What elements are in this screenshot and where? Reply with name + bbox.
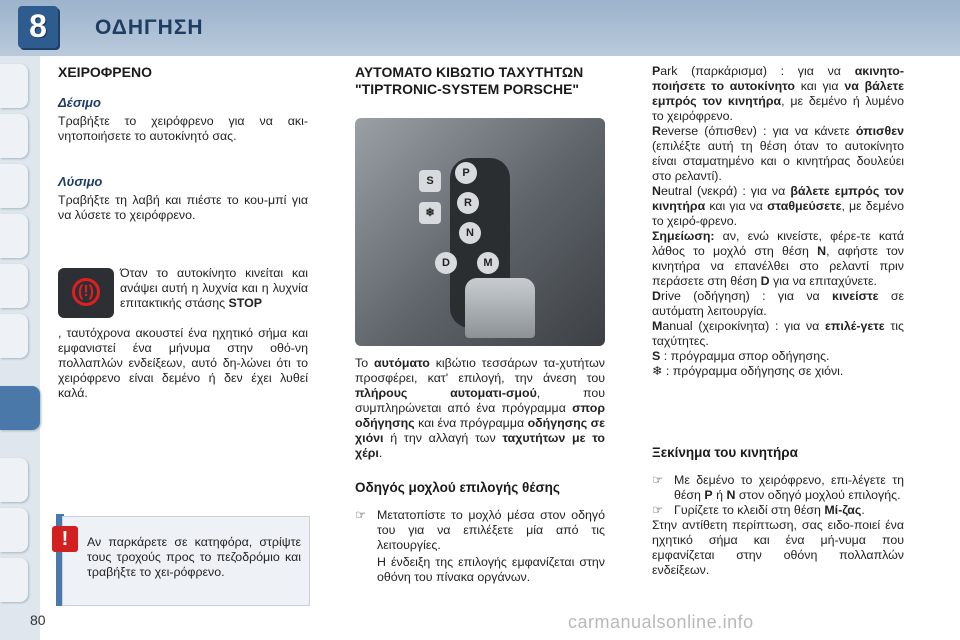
release-text: Τραβήξτε τη λαβή και πιέστε το κου-μπί για να λύσετε το χειρόφρενο. [58,193,308,222]
gear-label-d: D [435,252,457,274]
reverse-description [652,124,904,184]
lamp-text-continuation: , ταυτόχρονα ακουστεί ένα ηχητικό σήμα και εμφανιστεί ένα μήνυμα στην οθό-νη πολλαπλών ενδείξεων, αυτό δη-λώνει ότι το χειρόφρενο είναι δεμένο ή δεν έχει λυθεί καλά. [58,326,308,400]
neutral-note [652,229,904,289]
snowflake-icon: ❄ [652,364,663,378]
gearbox-heading-block [355,64,605,98]
watermark: carmanualsonline.info [568,612,754,632]
t: αυτόματο [373,356,430,370]
t: βάλετε εμπρός τον κινητήρα [652,184,904,213]
t: στον οδηγό μοχλού επιλογής. [738,488,901,502]
t: Το [355,356,369,370]
guide-title: Οδηγός μοχλού επιλογής θέσης [355,480,560,495]
release-title: Λύσιμο [58,174,103,189]
engine-start-note: Στην αντίθετη περίπτωση, σας ειδο-ποιεί ένα ηχητικό σήμα και ένα μή-νυμα που εμφανίζεται στην οθόνη πολλαπλών ενδείξεων. [652,518,904,577]
t: Γυρίζετε το κλειδί στη θέση [674,503,821,517]
lamp-text-part: Όταν το αυτοκίνητο κινείται και ανάψει αυτή η λυχνία και η λυχνία επιτακτικής στάσης [120,266,308,310]
t: ή [716,488,724,502]
chapter-tab[interactable] [0,314,28,358]
lamp-text-block [120,266,308,311]
t: να βάλετε εμπρός τον κινητήρα [652,79,904,108]
gear-label-m: M [477,252,499,274]
t: S [652,349,661,363]
t: N [817,244,827,258]
t: σπορ οδήγησης [355,401,605,430]
t: N [652,184,661,198]
t: , με δεμένο ή λυμένο το χειρόφρενο. [652,94,904,123]
brake-warning-icon: (!) [72,278,100,306]
engine-start-step [652,503,904,518]
park-description [652,64,904,124]
chapter-badge [18,6,58,48]
t: και ένα πρόγραμμα [418,416,525,430]
snow-description [652,364,904,379]
engine-start-section [652,444,904,578]
stop-label: STOP [228,296,263,310]
t: όπισθεν [855,124,905,138]
t: R [652,124,661,138]
t: M [652,319,663,333]
handbrake-section [58,64,308,223]
page-header [0,0,960,56]
snow-mode-button: ❄ [419,202,441,224]
t: αν, ενώ κινείστε, φέρε-τε κατά λάθος το μοχλό στη θέση [652,229,904,258]
t: everse (όπισθεν) : για να κάνετε [660,124,850,138]
chapter-tab[interactable] [0,458,28,502]
t: οδήγησης σε χιόνι [355,416,605,445]
t: κιβώτιο τεσσάρων τα-χυτήτων προσφέρει, κατ' επιλογή, την άνεση του [355,356,605,385]
t: σε αυτόματη λειτουργία. [652,289,904,318]
warning-text: Αν παρκάρετε σε κατηφόρα, στρίψτε τους τροχούς προς το πεζοδρόμιο και τραβήξτε το χει-ρόφρενο. [87,535,301,579]
t: , αφήστε τον κινητήρα να επανέλθει στο ρελαντί πριν περάσετε στη θέση [652,244,904,288]
t: P [704,488,713,502]
engine-start-list [652,473,904,518]
lamp-text [120,266,308,311]
gearbox-intro-text [355,356,605,461]
chapter-tab[interactable] [0,508,28,552]
guide-list [355,508,605,553]
guide-note: Η ένδειξη της επιλογής εμφανίζεται στην οθόνη του πίνακα οργάνων. [377,555,605,584]
t: eutral (νεκρά) : για να [660,184,786,198]
t: . [378,446,383,460]
engine-start-step [652,473,904,503]
sport-description [652,349,904,364]
handbrake-warning-lamp [58,268,114,318]
apply-text: Τραβήξτε το χειρόφρενο για να ακι-νητοποιήσετε το αυτοκίνητό σας. [58,114,308,143]
chapter-tab-active[interactable] [0,386,40,430]
t: anual (χειροκίνητα) : για να [662,319,820,333]
t: Μί-ζας [824,503,862,517]
guide-item: ☞ Μετατοπίστε το μοχλό μέσα στον οδηγό του για να επιλέξετε μία από τις λειτουργίες. [355,508,605,553]
t: για να επιταχύνετε. [773,274,877,288]
warning-icon: ! [52,526,78,552]
engine-start-title: Ξεκίνημα του κινητήρα [652,445,798,460]
t: τις ταχύτητες. [652,319,904,348]
gearbox-heading: ΑΥΤΟΜΑΤΟ ΚΙΒΩΤΙΟ ΤΑΧΥΤΗΤΩΝ "TIPTRONIC-SYSTEM PORSCHE" [355,64,584,97]
drive-description [652,289,904,319]
gear-selector-photo [355,118,605,346]
t: Σημείωση: [652,229,715,243]
t: ή την αλλαγή των [390,431,496,445]
t: , με δεμένο το χειρό-φρενο. [652,199,904,228]
chapter-tab[interactable] [0,64,28,108]
gear-positions [652,64,904,379]
t: σταθμεύσετε [767,199,842,213]
chapter-tab[interactable] [0,114,28,158]
t: ark (παρκάρισμα) : για να [660,64,841,78]
page-title: ΟΔΗΓΗΣΗ [95,16,204,39]
gearbox-intro [355,356,605,585]
warning-box [62,516,310,606]
sport-mode-button: S [419,170,441,192]
chapter-number: 8 [29,8,47,44]
page-number: 80 [30,612,46,628]
lamp-text-cont [58,326,308,401]
t: . [861,503,865,517]
t: (επιλέξτε αυτή τη θέση όταν το αυτοκίνητο είναι σταματημένο και ο κινητήρας δουλεύει στο ρελαντί). [652,139,904,183]
chapter-tab[interactable] [0,264,28,308]
handbrake-heading: ΧΕΙΡΟΦΡΕΝΟ [58,64,152,80]
chapter-tab[interactable] [0,214,28,258]
t: και για [800,79,839,93]
gear-label-r: R [457,192,479,214]
t: , που συμπληρώνεται από ένα πρόγραμμα [355,386,605,415]
chapter-tab[interactable] [0,558,28,602]
chapter-tab[interactable] [0,164,28,208]
gear-label-n: N [459,222,481,244]
t: και για να [709,199,763,213]
t: rive (οδήγηση) : για να [660,289,820,303]
apply-title: Δέσιμο [58,95,101,110]
chapter-tabs [0,56,40,640]
t: P [652,64,661,78]
manual-description [652,319,904,349]
t: : πρόγραμμα οδήγησης σε χιόνι. [665,364,844,378]
t: Με δεμένο το χειρόφρενο, επι-λέγετε τη θέση [674,473,904,502]
t: ταχυτήτων με το χέρι [355,431,606,460]
t: N [726,488,736,502]
gear-lever [465,278,535,338]
t: ακινητο-ποιήσετε το αυτοκίνητο [652,64,904,93]
t: D [760,274,770,288]
t: επιλέ-γετε [825,319,885,333]
t: κινείστε [832,289,879,303]
neutral-description [652,184,904,229]
gear-label-p: P [455,162,477,184]
t: D [652,289,661,303]
t: : πρόγραμμα σπορ οδήγησης. [663,349,830,363]
t: πλήρους αυτοματι-σμού [355,386,537,400]
